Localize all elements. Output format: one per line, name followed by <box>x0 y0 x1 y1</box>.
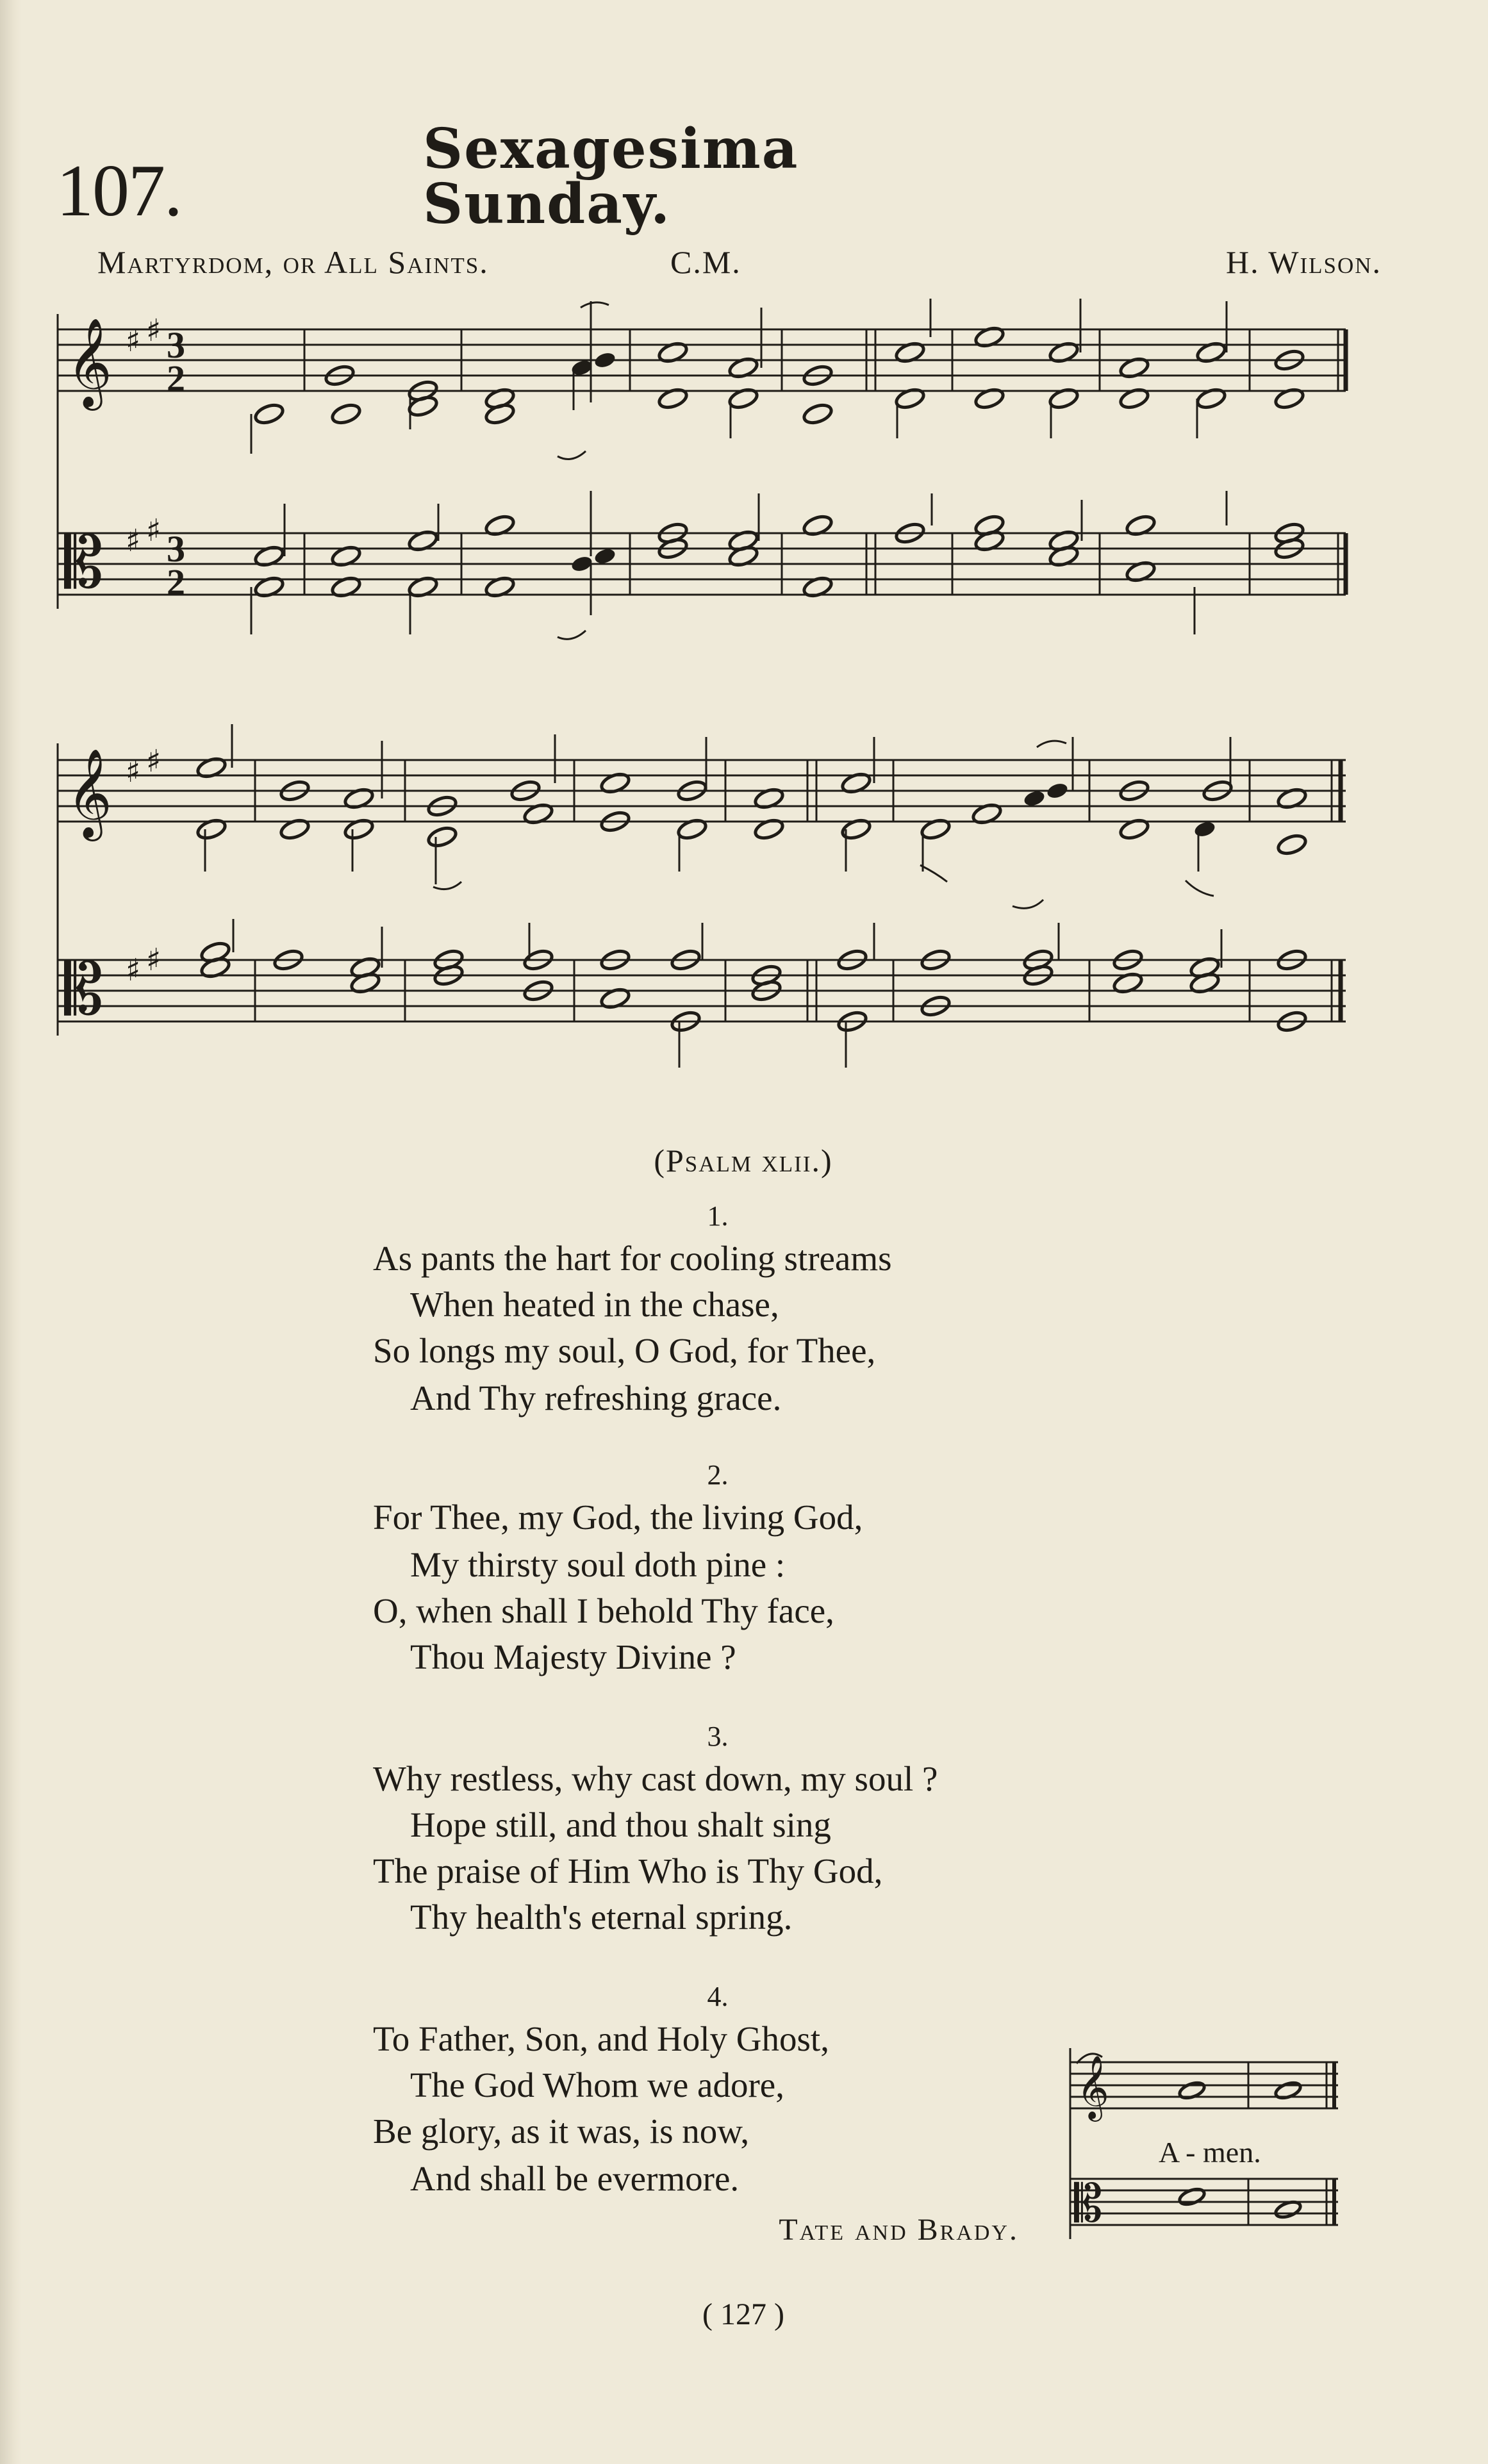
verse-line: Be glory, as it was, is now, <box>373 2112 750 2151</box>
verse-number: 4. <box>707 1981 729 2012</box>
alto-clef-icon: 𝄡 <box>64 948 104 1030</box>
verse-line: When heated in the chase, <box>410 1285 779 1324</box>
slur <box>558 451 586 459</box>
system-2-treble-staff <box>58 760 1346 822</box>
verse-number: 3. <box>707 1721 729 1752</box>
note-head-filled <box>1046 781 1070 800</box>
verse-line: O, when shall I behold Thy face, <box>373 1591 834 1630</box>
sharp-icon: ♯ <box>126 523 141 559</box>
verse-line: Hope still, and thou shalt sing <box>410 1805 831 1844</box>
verse-line: So longs my soul, O God, for Thee, <box>373 1331 876 1370</box>
note-head <box>802 402 834 426</box>
system-1-barlines <box>304 329 1346 595</box>
verse-line: As pants the hart for cooling streams <box>373 1239 892 1278</box>
treble-clef-icon: 𝄞 <box>1077 2055 1109 2119</box>
amen-lyric: A - men. <box>1159 2136 1261 2169</box>
time-signature: 3 <box>167 528 185 570</box>
hymn-author: Tate and Brady. <box>779 2213 1019 2247</box>
note-head-filled <box>593 351 617 370</box>
verse-line: Why restless, why cast down, my soul ? <box>373 1759 938 1798</box>
note-head-filled <box>1023 789 1046 808</box>
sharp-icon: ♯ <box>146 942 161 978</box>
sharp-icon: ♯ <box>146 513 161 549</box>
system-2-barlines <box>255 760 1341 1021</box>
treble-clef-icon: 𝄞 <box>67 318 112 407</box>
note-head <box>330 402 362 426</box>
verse-line: The praise of Him Who is Thy God, <box>373 1851 883 1890</box>
meter: C.M. <box>670 244 741 280</box>
sharp-icon: ♯ <box>146 743 161 779</box>
slur <box>433 882 461 889</box>
slur <box>1037 741 1066 747</box>
verse-line: Thou Majesty Divine ? <box>410 1637 736 1676</box>
system-1-treble-staff <box>58 329 1346 391</box>
slur <box>1186 881 1214 896</box>
time-signature: 2 <box>167 561 185 603</box>
sharp-icon: ♯ <box>126 323 141 359</box>
slur <box>558 631 586 639</box>
hymn-number: 107. <box>56 150 181 232</box>
time-signature: 2 <box>167 358 185 399</box>
slur <box>1013 900 1043 908</box>
verse-line: Thy health's eternal spring. <box>410 1898 793 1937</box>
sharp-icon: ♯ <box>126 952 141 988</box>
sharp-icon: ♯ <box>126 754 141 790</box>
sharp-icon: ♯ <box>146 313 161 349</box>
psalm-reference: (Psalm xlii.) <box>654 1143 833 1178</box>
verse-line: And Thy refreshing grace. <box>410 1378 782 1418</box>
verse-line: For Thee, my God, the living God, <box>373 1498 863 1537</box>
note-head <box>1276 832 1308 857</box>
time-signature: 3 <box>167 324 185 366</box>
note-head-filled <box>593 547 617 566</box>
note-head <box>426 825 458 849</box>
composer: H. Wilson. <box>1226 244 1382 280</box>
alto-clef-icon: 𝄡 <box>64 522 104 604</box>
verse-number: 2. <box>707 1459 729 1491</box>
verse-line: To Father, Son, and Holy Ghost, <box>373 2019 829 2058</box>
note-head-filled <box>1193 820 1217 839</box>
verse-number: 1. <box>707 1200 729 1232</box>
hymn-title: Sexagesima Sunday. <box>423 117 799 236</box>
system-2-bass-staff <box>58 960 1346 1021</box>
verse-line: My thirsty soul doth pine : <box>410 1545 786 1584</box>
alto-clef-icon: 𝄡 <box>1074 2174 1103 2233</box>
verse-line: The God Whom we adore, <box>410 2065 784 2104</box>
slur <box>581 302 609 308</box>
verse-line: And shall be evermore. <box>410 2159 740 2198</box>
page-number: ( 127 ) <box>702 2297 784 2331</box>
slur <box>920 865 947 882</box>
note-head <box>253 402 285 426</box>
treble-clef-icon: 𝄞 <box>67 748 112 838</box>
tune-name: Martyrdom, or All Saints. <box>97 244 489 280</box>
